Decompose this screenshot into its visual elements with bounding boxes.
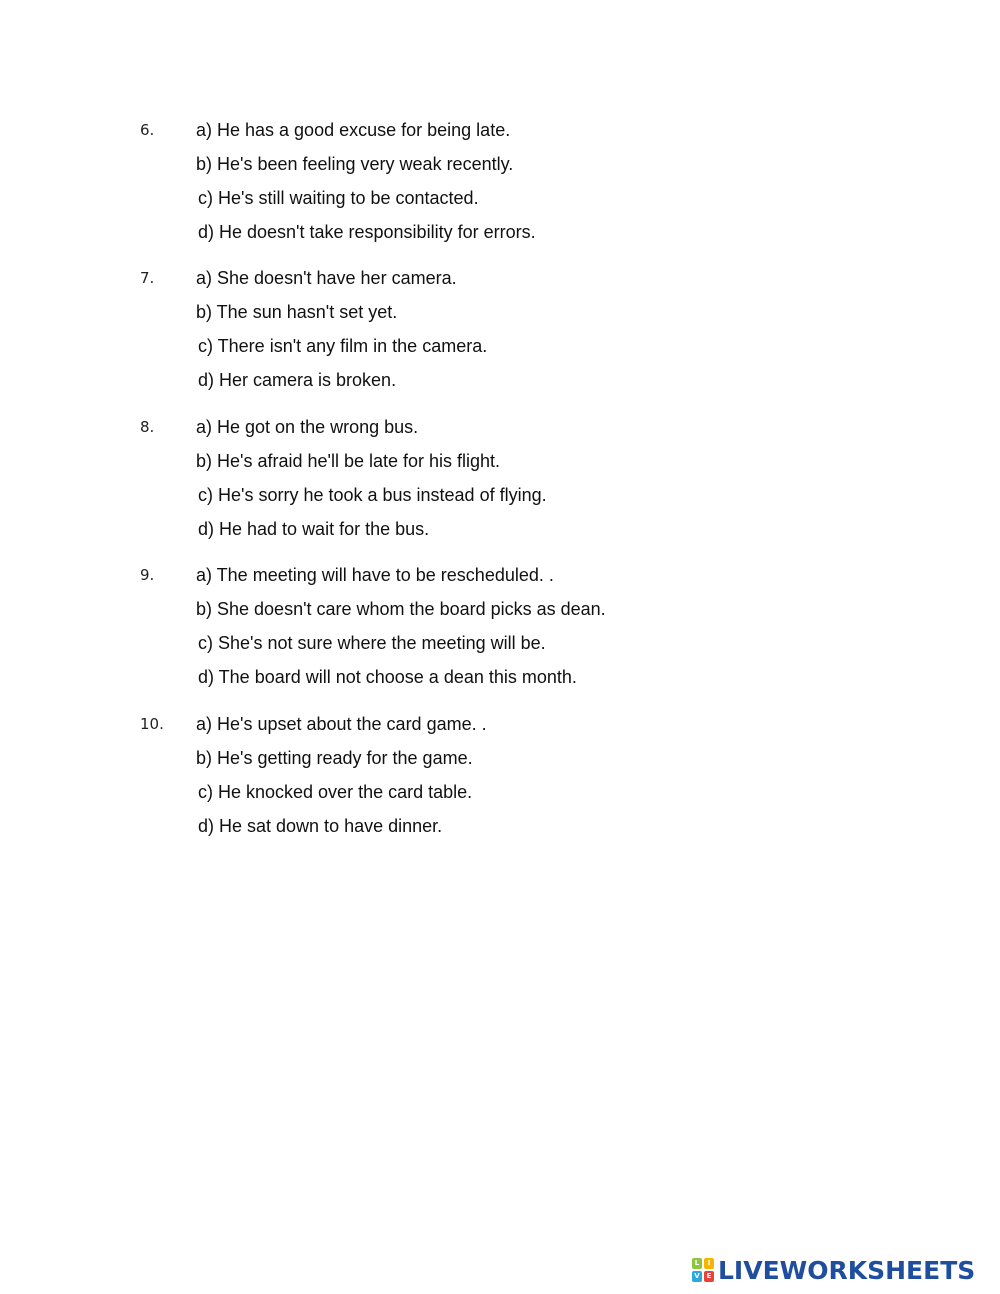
logo-tile: E bbox=[704, 1271, 714, 1282]
option-b: b) He's getting ready for the game. bbox=[196, 748, 473, 768]
brand-name: LIVEWORKSHEETS bbox=[718, 1255, 976, 1285]
option-b: b) He's been feeling very weak recently. bbox=[196, 154, 514, 174]
question-number: 6. bbox=[140, 121, 155, 139]
logo-tile: L bbox=[692, 1258, 702, 1269]
liveworksheets-brand bbox=[692, 1255, 975, 1285]
option-d: d) He had to wait for the bus. bbox=[198, 519, 430, 539]
logo-tile: I bbox=[704, 1258, 714, 1269]
option-c: c) She's not sure where the meeting will be. bbox=[198, 633, 546, 653]
option-c: c) There isn't any film in the camera. bbox=[198, 336, 488, 356]
option-a: a) He got on the wrong bus. bbox=[196, 417, 419, 437]
option-c: c) He's sorry he took a bus instead of flying. bbox=[198, 485, 547, 505]
question-number: 9. bbox=[140, 566, 155, 584]
option-d: d) He doesn't take responsibility for errors. bbox=[198, 222, 536, 242]
option-a: a) She doesn't have her camera. bbox=[196, 268, 457, 288]
logo-tile: V bbox=[692, 1271, 702, 1282]
question-number: 8. bbox=[140, 418, 155, 436]
option-a: a) He has a good excuse for being late. bbox=[196, 120, 511, 140]
option-d: d) He sat down to have dinner. bbox=[198, 816, 443, 836]
liveworksheets-logo-icon bbox=[692, 1258, 714, 1282]
option-d: d) The board will not choose a dean this month. bbox=[198, 667, 577, 687]
option-b: b) The sun hasn't set yet. bbox=[196, 302, 398, 322]
option-d: d) Her camera is broken. bbox=[198, 370, 397, 390]
option-a: a) He's upset about the card game. . bbox=[196, 714, 487, 734]
question-number: 7. bbox=[140, 269, 155, 287]
question-number: 10. bbox=[140, 715, 164, 733]
option-c: c) He's still waiting to be contacted. bbox=[198, 188, 479, 208]
option-a: a) The meeting will have to be rescheduled. . bbox=[196, 565, 554, 585]
option-b: b) He's afraid he'll be late for his flight. bbox=[196, 451, 501, 471]
option-c: c) He knocked over the card table. bbox=[198, 782, 473, 802]
option-b: b) She doesn't care whom the board picks as dean. bbox=[196, 599, 606, 619]
